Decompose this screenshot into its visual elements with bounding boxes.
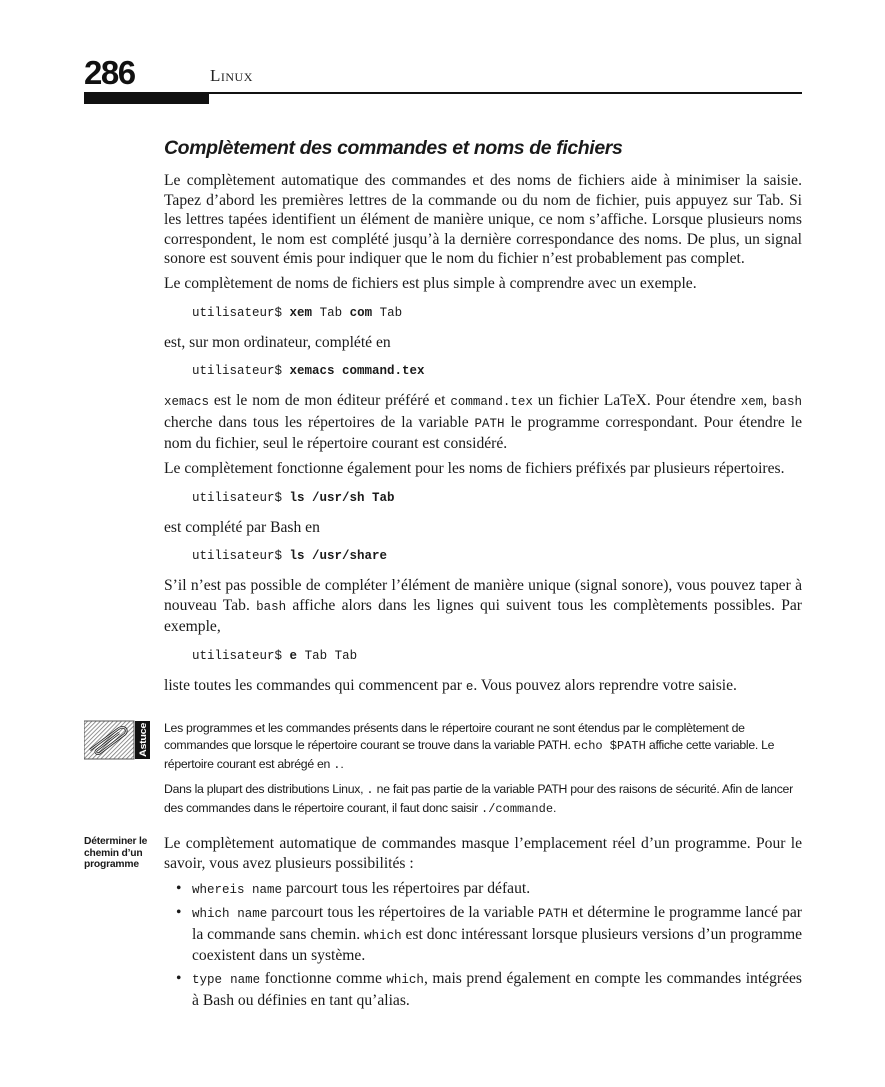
code-example-2 (192, 363, 802, 379)
code-command: ls /usr/sh Tab (289, 490, 395, 505)
margin-note: Déterminer le chemin d’un programme (84, 836, 148, 871)
inline-code: which (364, 928, 402, 943)
note-icon-label: Astuce (138, 726, 149, 757)
bullet-icon: • (176, 904, 182, 922)
section-title: Complètement des commandes et noms de fichiers (164, 137, 623, 159)
code-key: Tab (319, 305, 343, 320)
inline-code: . (366, 783, 374, 798)
header-rule-thick (84, 94, 209, 104)
inline-code: . (333, 757, 341, 772)
note-paragraph-2: Dans la plupart des distributions Linux, . ne fait pas partie de la variable PATH pour des raisons de sécurité. Afin de lancer des commandes dans le répertoire courant, il faut donc saisir ./commande. (164, 782, 793, 816)
inline-code: PATH (537, 907, 568, 922)
inline-code: PATH (474, 416, 505, 431)
page-number: 286 (84, 54, 135, 91)
inline-code: xemacs (164, 395, 210, 410)
paragraph-bash-completed: est complété par Bash en (164, 518, 320, 536)
code-example-1 (192, 305, 802, 321)
program-path-section (84, 834, 803, 1010)
code-command: xem (289, 305, 313, 320)
inline-code: bash (256, 599, 287, 614)
bullet-icon: • (176, 970, 182, 988)
code-command: e (289, 648, 298, 663)
paragraph-completed: est, sur mon ordinateur, complété en (164, 333, 391, 351)
inline-code: xem (740, 395, 764, 410)
inline-code: ./commande (481, 801, 554, 816)
code-prompt: utilisateur$ (192, 305, 283, 320)
bullet-icon: • (176, 879, 182, 897)
inline-code: echo $PATH (573, 739, 646, 754)
paragraph-program-path: Le complètement automatique de commandes masque l’emplacement réel d’un programme. Pour le savoir, vous avez plusieurs possibilités : (164, 835, 802, 873)
code-prompt: utilisateur$ (192, 549, 283, 564)
code-command: com (349, 305, 373, 320)
code-example-4 (192, 548, 802, 564)
code-command: ls /usr/share (289, 549, 388, 564)
paragraph-ambiguous: S’il n’est pas possible de compléter l’élément de manière unique (signal sonore), vous pouvez taper à nouveau Tab. bash affiche alors dans les lignes qui suivent tous les complètements possibles. Par exemple, (164, 577, 802, 636)
inline-code: whereis name (192, 882, 283, 897)
code-key: Tab Tab (304, 648, 358, 663)
code-prompt: utilisateur$ (192, 648, 283, 663)
inline-code: bash (771, 395, 802, 410)
inline-code: e (465, 679, 474, 694)
code-example-5 (192, 648, 802, 664)
paragraph-list-commands: liste toutes les commandes qui commencent par e. Vous pouvez alors reprendre votre saisie. (164, 676, 737, 694)
bullet-list (164, 879, 802, 1011)
list-item: • whereis name parcourt tous les répertoires par défaut. (176, 879, 531, 897)
running-head: Linux (210, 66, 253, 85)
paragraph-xemacs: xemacs est le nom de mon éditeur préféré et command.tex un fichier LaTeX. Pour étendre xem, bash cherche dans tous les répertoires de la variable PATH le programme correspondant. Pour étendre le nom du fichier, seul le répertoire courant est considéré. (164, 392, 802, 453)
code-prompt: utilisateur$ (192, 364, 283, 379)
inline-code: command.tex (450, 395, 533, 410)
code-example-3 (192, 490, 802, 506)
code-command: xemacs command.tex (289, 364, 425, 379)
code-key: Tab (379, 305, 403, 320)
tip-note (138, 720, 802, 819)
page-body (84, 136, 803, 1013)
inline-code: which (386, 973, 424, 988)
paragraph-intro: Le complètement automatique des commandes et des noms de fichiers aide à minimiser la saisie. Tapez d’abord les premières lettres de la commande ou du nom de fichier, puis appuyez sur Tab. Si les lettres tapées identifient un élément de manière unique, ce nom s’affiche. Lorsque plusieurs noms correspondent, le nom est complété jusqu’à la dernière correspondance des noms. De plus, un signal sonore est souvent émis pour indiquer que le nom du fichier n’est probablement pas complet. (164, 172, 802, 268)
code-prompt: utilisateur$ (192, 490, 283, 505)
paperclip-note-icon (84, 720, 150, 760)
inline-code: type name (192, 973, 261, 988)
inline-code: which name (192, 907, 268, 922)
list-item: • type name fonctionne comme which, mais prend également en compte les commandes intégrées à Bash ou définies en tant qu’alias. (176, 970, 802, 1009)
paragraph-example-intro: Le complètement de noms de fichiers est plus simple à comprendre avec un exemple. (164, 274, 697, 292)
paragraph-prefixed: Le complètement fonctionne également pour les noms de fichiers préfixés par plusieurs répertoires. (164, 459, 785, 477)
list-item: • which name parcourt tous les répertoires de la variable PATH et détermine le programme lancé par la commande sans chemin. which est donc intéressant lorsque plusieurs versions d’un programme coexistent dans un système. (176, 904, 803, 965)
note-paragraph-1: Les programmes et les commandes présents dans le répertoire courant ne sont étendus par le complètement de commandes que lorsque le répertoire courant se trouve dans la variable PATH. echo $PATH affiche cette variable. Le répertoire courant est abrégé en .. (164, 720, 775, 772)
